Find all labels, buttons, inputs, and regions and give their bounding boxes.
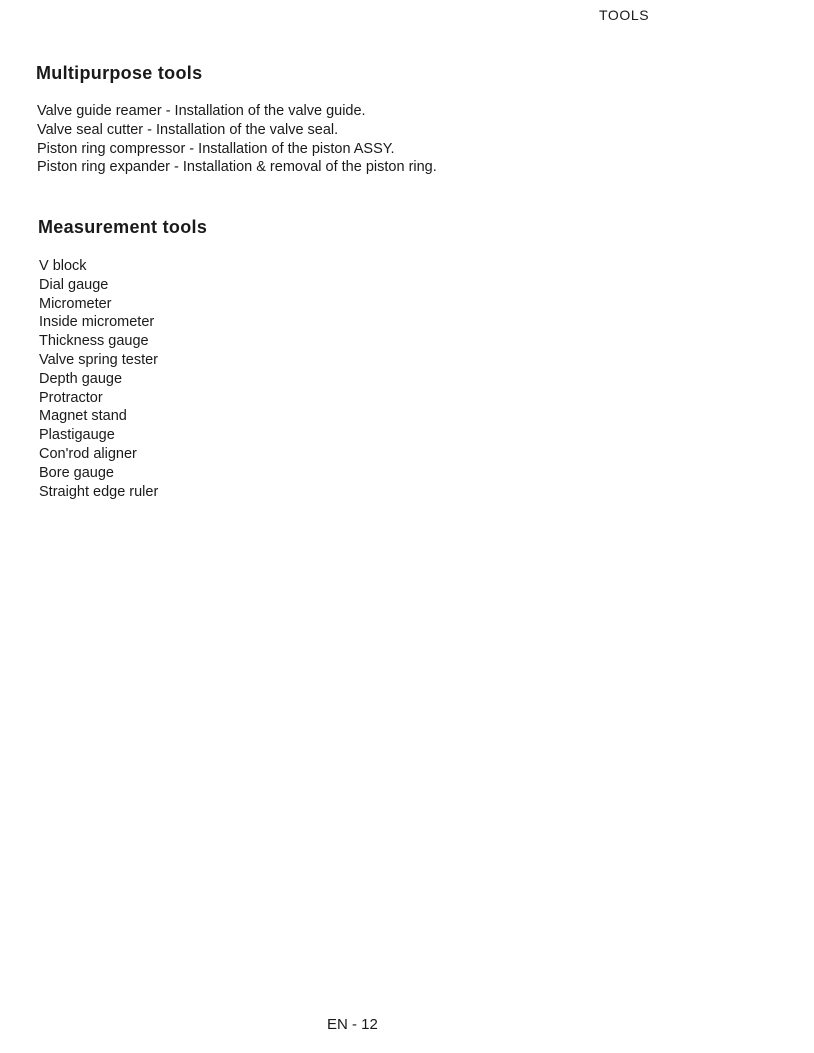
list-item: Valve spring tester (39, 351, 159, 368)
list-item: Dial gauge (39, 276, 109, 293)
list-item: Inside micrometer (39, 314, 155, 331)
measurement-tools-section (38, 217, 207, 501)
list-item: Plastigauge (39, 427, 115, 444)
list-item: V block (39, 258, 87, 274)
section-heading: Measurement tools (38, 217, 208, 237)
list-item: Bore gauge (39, 464, 114, 481)
list-item: Valve guide reamer - Installation of the valve guide. (37, 103, 366, 119)
page-header-title: TOOLS (599, 7, 650, 23)
multipurpose-tools-list (37, 102, 437, 177)
list-item: Thickness gauge (39, 333, 149, 350)
list-item: Micrometer (39, 295, 112, 312)
page-number: EN - 12 (327, 1016, 378, 1033)
section-heading: Multipurpose tools (36, 63, 203, 83)
list-item: Depth gauge (39, 370, 123, 387)
list-item: Con'rod aligner (39, 445, 137, 462)
list-item: Piston ring expander - Installation & removal of the piston ring. (37, 159, 437, 176)
list-item: Piston ring compressor - Installation of the piston ASSY. (37, 140, 395, 157)
list-item: Valve seal cutter - Installation of the valve seal. (37, 121, 339, 138)
multipurpose-tools-section (36, 63, 437, 177)
list-item: Protractor (39, 389, 103, 406)
list-item: Magnet stand (39, 408, 127, 425)
list-item: Straight edge ruler (39, 483, 159, 500)
measurement-tools-list (39, 257, 207, 501)
